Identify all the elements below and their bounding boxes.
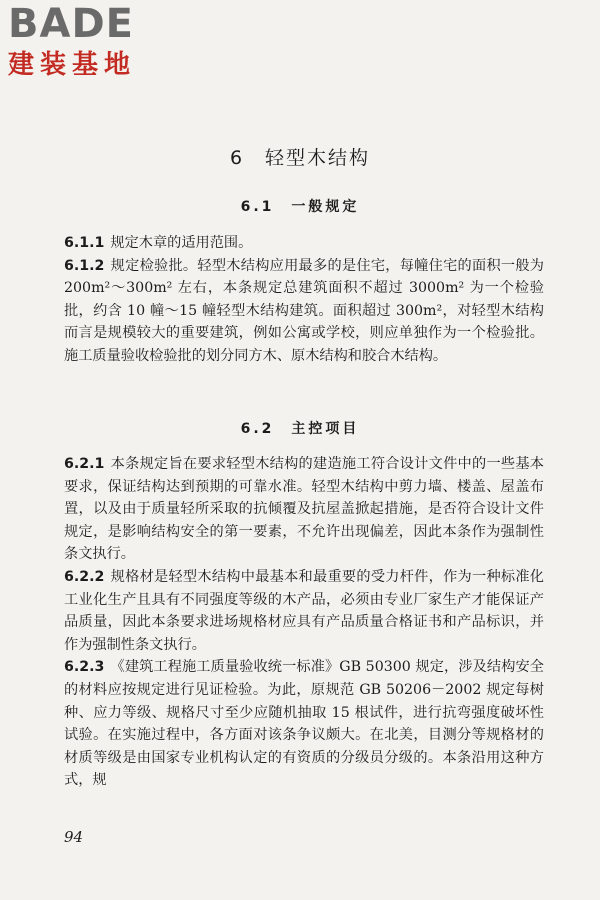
- logo-subtitle: 建装基地: [8, 50, 137, 80]
- clause-text: 《建筑工程施工质量验收统一标准》GB 50300 规定，涉及结构安全的材料应按规定进行见证检验。为此，原规范 GB 50206－2002 规定每树种、应力等级、规格尺寸至少应随机抽取 15 根试件，进行抗弯强度破坏性试验。在实施过程中，各方面对该条争议颇大。在北美，目测分等规格材的材质等级是由国家专业机构认定的有资质的分级员分级的。本条沿用这种方式，规: [64, 659, 544, 789]
- section-title-6-1: 6.1 一般规定: [240, 199, 360, 215]
- logo-mark: BADE: [8, 1, 134, 47]
- paragraph-6-2-3: [64, 656, 544, 792]
- clause-number: 6.1.2: [64, 257, 105, 274]
- clause-text: 规定木章的适用范围。: [110, 235, 253, 251]
- paragraph-6-1-1: [64, 232, 544, 255]
- section-title-6-2: 6.2 主控项目: [240, 421, 360, 437]
- bade-logo: [8, 2, 178, 92]
- paragraph-6-2-2: [64, 566, 544, 656]
- paragraph-6-1-2: [64, 255, 544, 368]
- clause-text: 规格材是轻型木结构中最基本和最重要的受力杆件，作为一种标准化工业化生产且具有不同强度等级的木产品，必须由专业厂家生产才能保证产品质量，因此本条要求进场规格材应具有产品质量合格证书和产品标识，并作为强制性条文执行。: [64, 568, 544, 653]
- clause-text: 本条规定旨在要求轻型木结构的建造施工符合设计文件中的一些基本要求，保证结构达到预期的可靠水准。轻型木结构中剪力墙、楼盖、屋盖布置，以及由于质量轻所采取的抗倾覆及抗屋盖掀起措施，是否符合设计文件规定，是影响结构安全的第一要素，不允许出现偏差，因此本条作为强制性条文执行。: [64, 456, 544, 563]
- clause-text: 规定检验批。轻型木结构应用最多的是住宅，每幢住宅的面积一般为 200m²～300m² 左右，本条规定总建筑面积不超过 3000m² 为一个检验批，约含 10 幢～15 幢轻型木结构建筑。面积超过 300m²，对轻型木结构而言是规模较大的重要建筑，例如公寓或学校，则应单独作为一个检验批。施工质量验收检验批的划分同方木、原木结构和胶合木结构。: [64, 257, 544, 364]
- clause-number: 6.1.1: [64, 235, 105, 251]
- clause-number: 6.2.2: [64, 568, 105, 585]
- paragraph-6-2-1: [64, 453, 544, 566]
- section-6-2-body: [64, 453, 544, 792]
- clause-number: 6.2.3: [64, 659, 105, 676]
- section-6-1-body: [64, 232, 544, 368]
- page-number: 94: [64, 828, 84, 846]
- chapter-title: 6 轻型木结构: [229, 147, 371, 169]
- clause-number: 6.2.1: [64, 456, 105, 472]
